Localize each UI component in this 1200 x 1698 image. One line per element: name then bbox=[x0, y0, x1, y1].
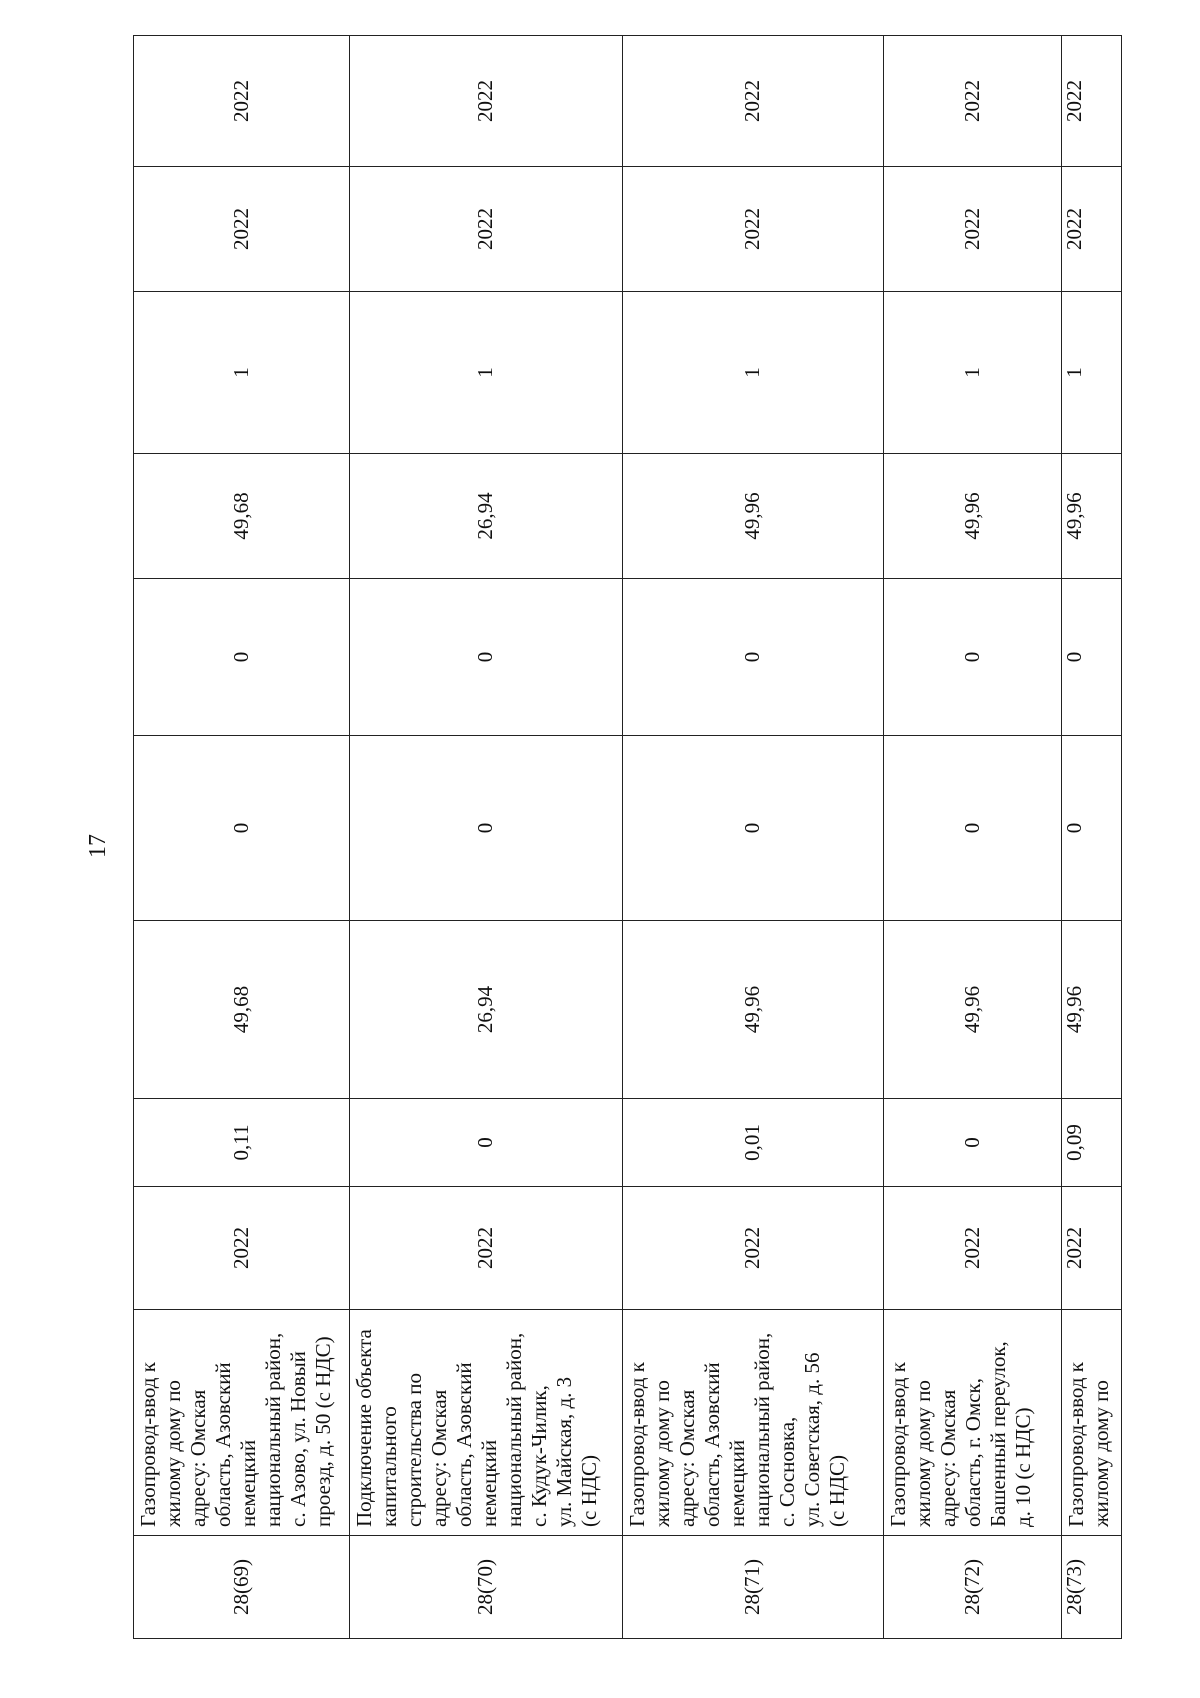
value-cell: 49,96 bbox=[622, 921, 883, 1099]
value-cell: 1 bbox=[350, 292, 623, 454]
value-cell: 0 bbox=[1062, 579, 1122, 736]
year-cell: 2022 bbox=[1062, 167, 1122, 292]
object-description: Газопровод-ввод к жилому дому по bbox=[1062, 1310, 1122, 1536]
investment-table bbox=[133, 35, 1122, 1639]
table-row bbox=[350, 36, 623, 1639]
object-description: Газопровод-ввод к жилому дому по адресу: Омская область, г. Омск, Башенный переулок, д. 10 (с НДС) bbox=[883, 1310, 1062, 1536]
value-cell: 0 bbox=[1062, 736, 1122, 921]
year-cell: 2022 bbox=[350, 167, 623, 292]
year-cell: 2022 bbox=[1062, 36, 1122, 167]
value-cell: 26,94 bbox=[350, 921, 623, 1099]
value-cell: 0 bbox=[134, 736, 350, 921]
value-cell: 0 bbox=[134, 579, 350, 736]
year-cell: 2022 bbox=[622, 36, 883, 167]
year-cell: 2022 bbox=[350, 36, 623, 167]
year-cell: 2022 bbox=[350, 1187, 623, 1310]
year-cell: 2022 bbox=[622, 167, 883, 292]
row-id: 28(71) bbox=[622, 1536, 883, 1639]
value-cell: 0 bbox=[350, 579, 623, 736]
value-cell: 49,96 bbox=[1062, 921, 1122, 1099]
object-description: Подключение объекта капитального строительства по адресу: Омская область, Азовский немецкий национальный район, с. Кудук-Чилик, ул. Майская, д. 3 (с НДС) bbox=[350, 1310, 623, 1536]
table-row bbox=[134, 36, 350, 1639]
value-cell: 49,96 bbox=[622, 454, 883, 579]
value-cell: 1 bbox=[1062, 292, 1122, 454]
table-row bbox=[1062, 36, 1122, 1639]
value-cell: 0 bbox=[622, 736, 883, 921]
value-cell: 1 bbox=[622, 292, 883, 454]
value-cell: 0 bbox=[883, 579, 1062, 736]
object-description: Газопровод-ввод к жилому дому по адресу: Омская область, Азовский немецкий национальный район, с. Сосновка, ул. Советская, д. 56 (с НДС) bbox=[622, 1310, 883, 1536]
value-cell: 49,96 bbox=[883, 921, 1062, 1099]
object-description: Газопровод-ввод к жилому дому по адресу: Омская область, Азовский немецкий национальный район, с. Азово, ул. Новый проезд, д. 50 (с НДС) bbox=[134, 1310, 350, 1536]
year-cell: 2022 bbox=[883, 1187, 1062, 1310]
value-cell: 0,11 bbox=[134, 1099, 350, 1187]
table-row bbox=[883, 36, 1062, 1639]
page-number: 17 bbox=[85, 834, 111, 858]
row-id: 28(69) bbox=[134, 1536, 350, 1639]
rotated-table-container bbox=[133, 36, 1122, 1639]
value-cell: 0 bbox=[883, 1099, 1062, 1187]
row-id: 28(70) bbox=[350, 1536, 623, 1639]
year-cell: 2022 bbox=[883, 167, 1062, 292]
year-cell: 2022 bbox=[134, 167, 350, 292]
value-cell: 49,96 bbox=[1062, 454, 1122, 579]
value-cell: 0,01 bbox=[622, 1099, 883, 1187]
value-cell: 0 bbox=[883, 736, 1062, 921]
year-cell: 2022 bbox=[883, 36, 1062, 167]
value-cell: 0 bbox=[350, 1099, 623, 1187]
value-cell: 0 bbox=[350, 736, 623, 921]
value-cell: 0 bbox=[622, 579, 883, 736]
value-cell: 0,09 bbox=[1062, 1099, 1122, 1187]
row-id: 28(72) bbox=[883, 1536, 1062, 1639]
value-cell: 49,68 bbox=[134, 921, 350, 1099]
year-cell: 2022 bbox=[134, 1187, 350, 1310]
year-cell: 2022 bbox=[134, 36, 350, 167]
value-cell: 49,68 bbox=[134, 454, 350, 579]
year-cell: 2022 bbox=[1062, 1187, 1122, 1310]
year-cell: 2022 bbox=[622, 1187, 883, 1310]
table-row bbox=[622, 36, 883, 1639]
value-cell: 1 bbox=[134, 292, 350, 454]
value-cell: 1 bbox=[883, 292, 1062, 454]
row-id: 28(73) bbox=[1062, 1536, 1122, 1639]
value-cell: 26,94 bbox=[350, 454, 623, 579]
value-cell: 49,96 bbox=[883, 454, 1062, 579]
